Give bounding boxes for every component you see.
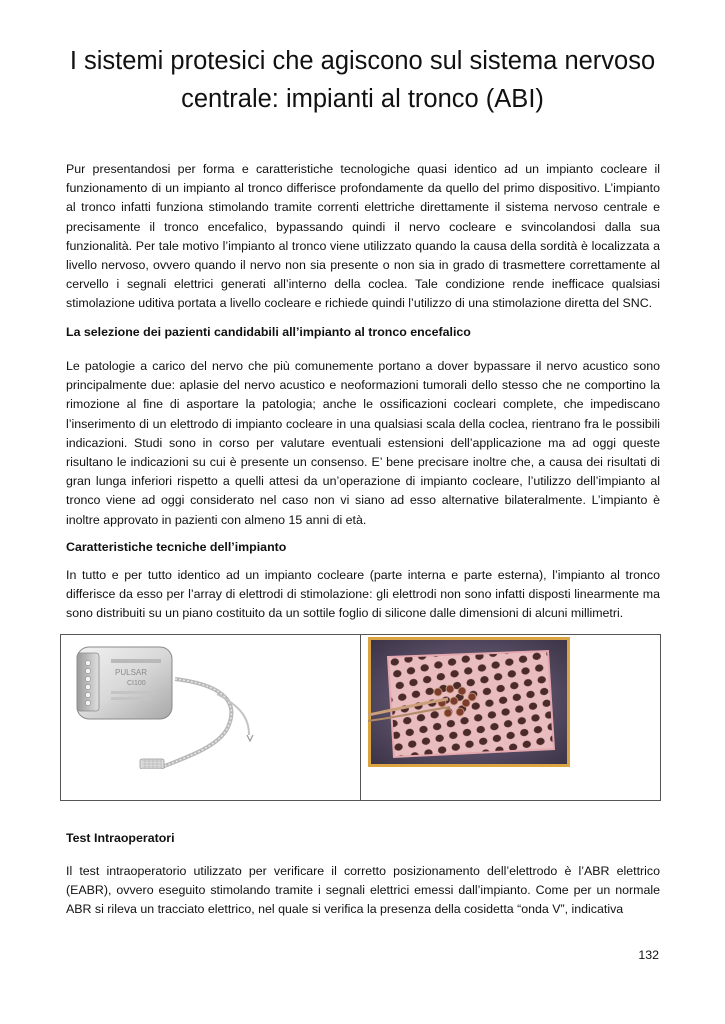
page-title <box>40 42 685 118</box>
section-heading-patient-selection: La selezione dei pazienti candidabili all’impianto al tronco encefalico <box>66 325 471 339</box>
figure-table <box>60 634 661 801</box>
section-heading-technical-features: Caratteristiche tecniche dell’impianto <box>66 540 287 554</box>
implant-brand-text: PULSAR <box>115 668 148 677</box>
implant-model-text: CI100 <box>127 680 146 687</box>
intraoperative-tests-paragraph: Il test intraoperatorio utilizzato per verificare il corretto posizionamento dell’elettrodo è l’ABR elettrico (EABR), ovvero eseguito stimolando tramite i segnali elettrici emessi dall’impianto. Come per un normale ABR si rileva un tracciato elettrico, nel quale si verifica la presenza della cosidetta “onda V”, indicativa <box>66 864 660 917</box>
electrode-array-image <box>368 637 570 767</box>
page-title-line-1: I sistemi protesici che agiscono sul sistema nervoso <box>69 47 656 75</box>
technical-features-paragraph: In tutto e per tutto identico ad un impianto cocleare (parte interna e parte esterna), l’impianto al tronco differisce da esso per l’array di elettrodi di stimolazione: gli elettrodi non sono infatti disposti linearmente ma sono distribuiti su un piano costituito da un sottile foglio di silicone dalle dimensioni di alcuni millimetri. <box>66 568 660 621</box>
patient-selection-paragraph: Le patologie a carico del nervo che più comunemente portano a dover bypassare il nervo acustico sono principalmente due: aplasie del nervo acustico e neoformazioni tumorali dello stesso che ne comportino la rimozione al fine di asportare la patologia; anche le ossificazioni cocleari complete, che impediscano l’inserimento di un elettrodo di impianto cocleare in una qualsiasi scala della coclea, rientrano fra le possibili indicazioni. Studi sono in corso per valutare eventuali estensioni dell’applicazione ma ad oggi queste risultano le indicazioni su cui è presente un consenso. E’ bene precisare inoltre che, a causa dei risultati di gran lunga inferiori rispetto a quelli attesi da un’operazione di impianto cocleare, l’utilizzo dell’impianto al tronco viene ad oggi considerato nel caso non vi siano ad esso alternative bilateralmente. L’impianto è inoltre approvato in pazienti con almeno 15 anni di età. <box>66 359 660 527</box>
intro-paragraph: Pur presentandosi per forma e caratteristiche tecnologiche quasi identico ad un impianto cocleare il funzionamento di un impianto al tronco differisce profondamente da quello del primo dispositivo. L’impianto al tronco infatti funziona stimolando tramite correnti elettriche direttamente il sistema nervoso centrale e precisamente il tronco encefalico, bypassando quindi il nervo cocleare e svincolandosi dalla sua funzionalità. Per tale motivo l’impianto al tronco viene utilizzato quando la causa della sordità è localizzata a livello nervoso, ovvero quando il nervo non sia presente o non sia in grado di trasmettere correttamente al cervello i segnali elettrici generati all’interno della coclea. Tale condizione rende inefficace qualsiasi stimolazione uditiva portata a livello cocleare e richiede quindi l’utilizzo di una stimolazione diretta del SNC. <box>66 162 660 311</box>
page-title-line-2: centrale: impianti al tronco (ABI) <box>181 85 544 113</box>
section-heading-intraoperative-tests: Test Intraoperatori <box>66 831 175 845</box>
implant-device-image <box>67 639 267 769</box>
page-number: 132 <box>638 948 659 962</box>
figure-table-divider <box>360 635 361 801</box>
